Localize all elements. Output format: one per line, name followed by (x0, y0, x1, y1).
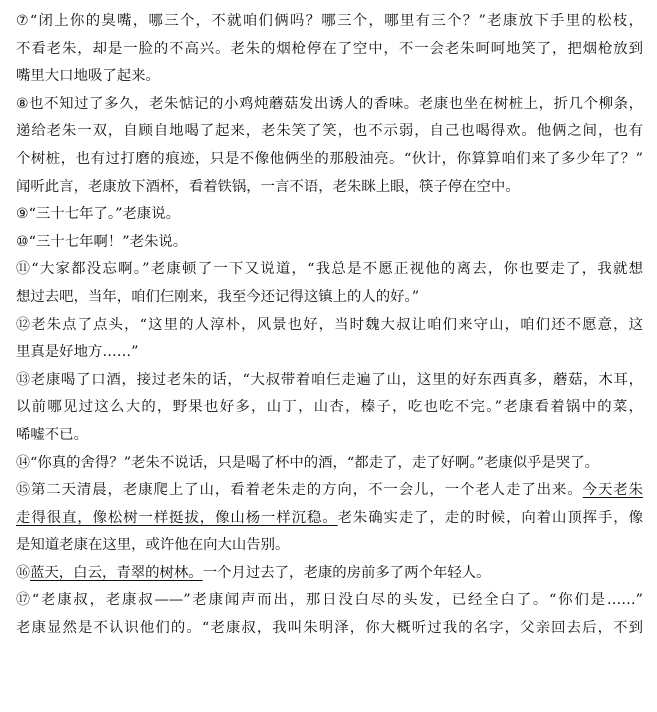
text-line (16, 118, 643, 146)
text-line (16, 91, 643, 119)
paragraph-number: ⑰ (16, 592, 32, 609)
text-line (16, 312, 643, 340)
line-text: 以前哪见过这么大的，野果也好多，山丁，山杏，榛子，吃也吃不完。”老康看着锅中的菜， (16, 399, 643, 416)
text-line (16, 229, 643, 257)
line-text: 唏嘘不已。 (16, 426, 88, 443)
line-text: 第二天清晨，老康爬上了山，看着老朱走的方向，不一会儿，一个老人走了出来。 (30, 482, 583, 499)
line-text: 老朱确实走了，走的时候，向着山顶挥手，像 (337, 509, 643, 526)
line-text: 递给老朱一双，自顾自地喝了起来，老朱笑了笑，也不示弱，自己也喝得欢。他俩之间，也有 (16, 123, 643, 140)
line-text: 嘴里大口地吸了起来。 (16, 68, 160, 85)
line-text: “你真的舍得？”老朱不说话，只是喝了杯中的酒，“都走了，走了好啊。”老康似乎是哭了。 (30, 454, 600, 471)
paragraph-number: ⑯ (16, 564, 30, 581)
paragraph-number: ⑪ (16, 261, 32, 278)
line-text: 老朱点了点头，“这里的人淳朴，风景也好，当时魏大叔让咱们来守山，咱们还不愿意，这 (31, 316, 643, 333)
text-line (16, 201, 643, 229)
line-text: 老康喝了口酒，接过老朱的话，“大叔带着咱仨走遍了山，这里的好东西真多，蘑菇，木耳， (30, 371, 643, 388)
line-text: 老康显然是不认识他们的。“老康叔，我叫朱明泽，你大概听过我的名字，父亲回去后，不到 (16, 620, 643, 637)
text-line (16, 367, 643, 395)
line-text: “三十七年了。”老康说。 (28, 206, 180, 223)
line-text: 里真是好地方……” (16, 344, 139, 361)
line-text: 个树桩，也有过打磨的痕迹，只是不像他俩坐的那般油亮。“伙计，你算算咱们来了多少年了？” (16, 150, 643, 167)
line-text: “闭上你的臭嘴，哪三个，不就咱们俩吗？哪三个，哪里有三个？”老康放下手里的松枝， (29, 13, 643, 29)
text-line (16, 36, 643, 64)
underlined-text: 蓝天，白云，青翠的树林。 (30, 564, 203, 581)
paragraph-number: ⑭ (16, 454, 30, 471)
text-line (16, 505, 643, 533)
line-text: 也不知过了多久，老朱惦记的小鸡炖蘑菇发出诱人的香味。老康也坐在树桩上，折几个柳条， (29, 95, 643, 112)
underlined-text: 走得很直，像松树一样挺拔，像山杨一样沉稳。 (16, 509, 338, 526)
paragraph-number: ⑮ (16, 482, 31, 499)
text-line (16, 339, 643, 367)
text-line (16, 63, 643, 91)
text-line (16, 560, 643, 588)
text-line (16, 532, 643, 560)
text-line (16, 8, 643, 36)
text-line (16, 174, 643, 202)
line-text: 不看老朱，却是一脸的不高兴。老朱的烟枪停在了空中，不一会老朱呵呵地笑了，把烟枪放到 (16, 40, 643, 57)
text-line (16, 146, 643, 174)
paragraph-number: ⑨ (16, 206, 29, 223)
text-line (16, 587, 643, 615)
paragraph-number: ⑬ (16, 371, 31, 388)
line-text: 是知道老康在这里，或许他在向大山告别。 (16, 537, 290, 554)
paragraph-number: ⑩ (16, 233, 29, 250)
line-text: 闻听此言，老康放下酒杯，看着铁锅，一言不语，老朱眯上眼，筷子停在空中。 (16, 178, 520, 195)
paragraph-number: ⑫ (16, 316, 32, 333)
text-line (16, 450, 643, 478)
line-text: 想过去吧，当年，咱们仨刚来，我至今还记得这镇上的人的好。” (16, 288, 420, 305)
text-line (16, 477, 643, 505)
text-line (16, 615, 643, 643)
line-text: “老康叔，老康叔——”老康闻声而出，那日没白尽的头发，已经全白了。“你们是……” (31, 592, 643, 609)
line-text: “大家都没忘啊。”老康顿了一下又说道，“我总是不愿正视他的离去，你也要走了，我就想 (31, 261, 643, 278)
text-line (16, 394, 643, 422)
text-line (16, 422, 643, 450)
line-text: 一个月过去了，老康的房前多了两个年轻人。 (202, 564, 491, 581)
line-text: “三十七年啊！”老朱说。 (28, 233, 188, 250)
text-line (16, 256, 643, 284)
underlined-text: 今天老朱 (582, 482, 643, 499)
paragraph-number: ⑧ (16, 95, 30, 112)
paragraph-number: ⑦ (16, 13, 30, 29)
text-line (16, 284, 643, 312)
